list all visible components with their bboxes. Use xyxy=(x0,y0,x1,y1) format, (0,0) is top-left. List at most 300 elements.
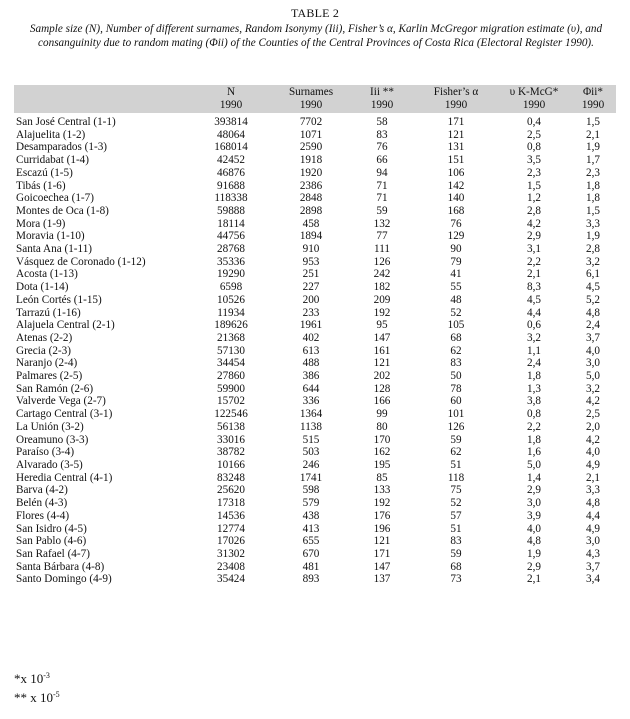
table-cell: 893 xyxy=(302,573,320,586)
table-cell: 393814 xyxy=(214,116,248,128)
table-row xyxy=(14,472,616,485)
table-cell: 1,8 xyxy=(586,192,600,205)
table-cell: 251 xyxy=(302,268,320,281)
table-cell: 246 xyxy=(302,458,320,471)
county-name: Vásquez de Coronado (1-12) xyxy=(16,255,146,268)
table-cell: 3,1 xyxy=(527,243,541,256)
table-cell: 227 xyxy=(302,281,320,294)
table-cell: 15702 xyxy=(217,395,245,408)
column-header xyxy=(570,85,616,113)
table-cell: 3,2 xyxy=(527,331,541,344)
table-cell: 59900 xyxy=(217,382,245,395)
table-row xyxy=(14,180,616,193)
table-cell: 2,1 xyxy=(586,471,600,484)
table-cell: 78 xyxy=(450,382,462,395)
table-cell: 2,2 xyxy=(527,420,541,433)
footnote-2: ** x $10^{-5}$ xyxy=(14,690,60,705)
table-cell: 1,2 xyxy=(527,192,541,205)
table-cell: 171 xyxy=(373,547,391,560)
table-cell: 3,3 xyxy=(586,217,600,230)
header-row xyxy=(14,85,616,113)
table-row xyxy=(14,319,616,332)
table-cell: 202 xyxy=(373,370,391,383)
table-cell: 51 xyxy=(450,522,462,535)
table-cell: 209 xyxy=(373,293,391,306)
footnote-1: *x $10^{-3}$ xyxy=(14,671,50,686)
table-cell: 4,8 xyxy=(586,497,600,510)
footnotes xyxy=(14,668,60,706)
table-cell: 83 xyxy=(450,357,462,370)
table-cell: 91688 xyxy=(217,179,245,192)
table-cell: 458 xyxy=(302,217,320,230)
table-cell: 386 xyxy=(302,370,320,383)
table-cell: 83 xyxy=(376,128,388,141)
column-header xyxy=(350,85,414,113)
table-cell: 2,5 xyxy=(586,408,600,421)
table-cell: 1,3 xyxy=(527,382,541,395)
table-cell: 60 xyxy=(450,395,462,408)
table-cell: 402 xyxy=(302,331,320,344)
table-cell: 44756 xyxy=(217,230,245,243)
table-cell: 2,1 xyxy=(527,268,541,281)
table-row xyxy=(14,408,616,421)
table-row xyxy=(14,192,616,205)
table-row xyxy=(14,484,616,497)
table-cell: 162 xyxy=(373,446,391,459)
table-cell: 1920 xyxy=(299,166,323,179)
table-cell: 10526 xyxy=(217,293,245,306)
county-name: Dota (1-14) xyxy=(16,281,69,294)
table-cell: 166 xyxy=(373,395,391,408)
table-cell: 1,5 xyxy=(527,179,541,192)
county-name: Valverde Vega (2-7) xyxy=(16,395,106,408)
table-cell: 0,6 xyxy=(527,319,541,332)
table-cell: 488 xyxy=(302,357,320,370)
table-row xyxy=(14,459,616,472)
county-name: San Isidro (4-5) xyxy=(16,522,87,535)
table-cell: 79 xyxy=(450,255,462,268)
table-cell: 8,3 xyxy=(527,281,541,294)
table-cell: 58 xyxy=(376,116,388,128)
table-row xyxy=(14,307,616,320)
table-cell: 4,9 xyxy=(586,522,600,535)
table-cell: 2,8 xyxy=(527,204,541,217)
table-cell: 68 xyxy=(450,560,462,573)
table-cell: 1,9 xyxy=(586,141,600,154)
table-row xyxy=(14,141,616,154)
table-cell: 80 xyxy=(376,420,388,433)
table-cell: 5,0 xyxy=(527,458,541,471)
data-table xyxy=(14,85,616,586)
table-cell: 242 xyxy=(373,268,391,281)
county-name: Atenas (2-2) xyxy=(16,331,73,344)
table-cell: 1894 xyxy=(299,230,323,243)
county-name: Mora (1-9) xyxy=(16,217,66,230)
table-cell: 4,5 xyxy=(527,293,541,306)
table-cell: 2,2 xyxy=(527,255,541,268)
table-cell: 121 xyxy=(373,357,391,370)
table-cell: 1,9 xyxy=(527,547,541,560)
table-cell: 598 xyxy=(302,484,320,497)
county-name: Flores (4-4) xyxy=(16,509,70,522)
table-cell: 233 xyxy=(302,306,320,319)
table-cell: 71 xyxy=(376,192,388,205)
table-cell: 132 xyxy=(373,217,391,230)
column-label: Fisher’s α xyxy=(433,86,479,98)
table-cell: 196 xyxy=(373,522,391,535)
county-name: Tibás (1-6) xyxy=(16,179,66,192)
table-cell: 17026 xyxy=(217,535,245,548)
table-cell: 106 xyxy=(447,166,465,179)
table-cell: 75 xyxy=(450,484,462,497)
table-cell: 1961 xyxy=(299,319,323,332)
county-name: Paraíso (3-4) xyxy=(16,446,75,459)
table-cell: 2,3 xyxy=(586,166,600,179)
county-name: Heredia Central (4-1) xyxy=(16,471,113,484)
table-row xyxy=(14,294,616,307)
table-cell: 59888 xyxy=(217,204,245,217)
table-cell: 121 xyxy=(373,535,391,548)
table-cell: 195 xyxy=(373,458,391,471)
table-cell: 52 xyxy=(450,497,462,510)
table-cell: 50 xyxy=(450,370,462,383)
table-cell: 655 xyxy=(302,535,320,548)
column-year xyxy=(14,99,190,112)
county-name: León Cortés (1-15) xyxy=(16,293,102,306)
table-body xyxy=(14,113,616,586)
table-cell: 1741 xyxy=(299,471,323,484)
table-cell: 76 xyxy=(450,217,462,230)
table-cell: 90 xyxy=(450,243,462,256)
table-cell: 2,9 xyxy=(527,230,541,243)
column-header xyxy=(272,85,350,113)
table-cell: 3,5 xyxy=(527,154,541,167)
county-name: Alajuelita (1-2) xyxy=(16,128,86,141)
table-cell: 192 xyxy=(373,497,391,510)
table-row xyxy=(14,548,616,561)
table-row xyxy=(14,113,616,129)
county-name: Naranjo (2-4) xyxy=(16,357,78,370)
table-cell: 953 xyxy=(302,255,320,268)
table-row xyxy=(14,370,616,383)
table-cell: 52 xyxy=(450,306,462,319)
table-cell: 3,2 xyxy=(586,255,600,268)
table-cell: 189626 xyxy=(214,319,248,332)
table-cell: 1,5 xyxy=(586,116,600,128)
table-cell: 151 xyxy=(447,154,465,167)
table-cell: 6598 xyxy=(219,281,243,294)
table-cell: 182 xyxy=(373,281,391,294)
table-cell: 126 xyxy=(373,255,391,268)
table-cell: 48 xyxy=(450,293,462,306)
table-cell: 481 xyxy=(302,560,320,573)
table-cell: 38782 xyxy=(217,446,245,459)
table-cell: 4,2 xyxy=(527,217,541,230)
table-cell: 118338 xyxy=(214,192,248,205)
column-header xyxy=(14,85,190,113)
table-cell: 122546 xyxy=(214,408,248,421)
table-cell: 1071 xyxy=(299,128,323,141)
table-cell: 1,5 xyxy=(586,204,600,217)
table-row xyxy=(14,357,616,370)
table-cell: 25620 xyxy=(217,484,245,497)
county-name: Barva (4-2) xyxy=(16,484,68,497)
table-cell: 515 xyxy=(302,433,320,446)
county-name: Acosta (1-13) xyxy=(16,268,78,281)
county-name: San Rafael (4-7) xyxy=(16,547,90,560)
county-name: Desamparados (1-3) xyxy=(16,141,108,154)
table-row xyxy=(14,421,616,434)
table-cell: 2,4 xyxy=(586,319,600,332)
table-cell: 4,9 xyxy=(586,458,600,471)
table-row xyxy=(14,230,616,243)
table-cell: 56138 xyxy=(217,420,245,433)
table-cell: 1,1 xyxy=(527,344,541,357)
table-cell: 12774 xyxy=(217,522,245,535)
table-cell: 0,8 xyxy=(527,408,541,421)
table-cell: 55 xyxy=(450,281,462,294)
county-name: Escazú (1-5) xyxy=(16,166,73,179)
table-cell: 94 xyxy=(376,166,388,179)
table-cell: 4,4 xyxy=(527,306,541,319)
table-cell: 6,1 xyxy=(586,268,600,281)
table-cell: 140 xyxy=(447,192,465,205)
table-row xyxy=(14,167,616,180)
table-cell: 142 xyxy=(447,179,465,192)
county-name: Cartago Central (3-1) xyxy=(16,408,113,421)
table-row xyxy=(14,345,616,358)
table-cell: 200 xyxy=(302,293,320,306)
column-year: 1990 xyxy=(581,99,605,111)
table-cell: 1,7 xyxy=(586,154,600,167)
table-cell: 121 xyxy=(447,128,465,141)
county-name: Goicoechea (1-7) xyxy=(16,192,94,205)
column-label: Φii* xyxy=(583,86,603,98)
table-cell: 17318 xyxy=(217,497,245,510)
table-cell: 2,9 xyxy=(527,560,541,573)
table-cell: 59 xyxy=(376,204,388,217)
table-cell: 105 xyxy=(447,319,465,332)
table-cell: 670 xyxy=(302,547,320,560)
column-header xyxy=(498,85,570,113)
table-cell: 62 xyxy=(450,446,462,459)
table-cell: 2,9 xyxy=(527,484,541,497)
table-cell: 644 xyxy=(302,382,320,395)
table-row xyxy=(14,268,616,281)
table-cell: 42452 xyxy=(217,154,245,167)
county-name: San José Central (1-1) xyxy=(16,116,116,128)
table-cell: 3,8 xyxy=(527,395,541,408)
table-cell: 4,0 xyxy=(586,344,600,357)
table-cell: 1364 xyxy=(299,408,323,421)
table-cell: 147 xyxy=(373,560,391,573)
table-cell: 1,8 xyxy=(527,433,541,446)
county-name: Montes de Oca (1-8) xyxy=(16,204,109,217)
table-cell: 2,8 xyxy=(586,243,600,256)
table-cell: 33016 xyxy=(217,433,245,446)
table-cell: 336 xyxy=(302,395,320,408)
table-cell: 503 xyxy=(302,446,320,459)
table-row xyxy=(14,446,616,459)
table-cell: 99 xyxy=(376,408,388,421)
table-cell: 4,2 xyxy=(586,433,600,446)
column-year: 1990 xyxy=(444,99,468,111)
table-title: TABLE 2 xyxy=(290,6,340,20)
table-header xyxy=(14,85,616,113)
table-cell: 11934 xyxy=(217,306,245,319)
table-cell: 77 xyxy=(376,230,388,243)
table-cell: 85 xyxy=(376,471,388,484)
column-label xyxy=(14,86,190,99)
table-cell: 10166 xyxy=(217,458,245,471)
table-cell: 4,5 xyxy=(586,281,600,294)
table-cell: 2898 xyxy=(299,204,323,217)
table-cell: 71 xyxy=(376,179,388,192)
table-cell: 5,0 xyxy=(586,370,600,383)
county-name: Palmares (2-5) xyxy=(16,370,83,383)
table-cell: 66 xyxy=(376,154,388,167)
table-cell: 111 xyxy=(374,243,390,256)
table-cell: 3,9 xyxy=(527,509,541,522)
county-name: La Unión (3-2) xyxy=(16,420,84,433)
table-cell: 3,0 xyxy=(586,357,600,370)
table-cell: 3,3 xyxy=(586,484,600,497)
table-cell: 147 xyxy=(373,331,391,344)
table-cell: 4,3 xyxy=(586,547,600,560)
table-cell: 5,2 xyxy=(586,293,600,306)
table-cell: 21368 xyxy=(217,331,245,344)
table-cell: 1,4 xyxy=(527,471,541,484)
table-cell: 2,4 xyxy=(527,357,541,370)
table-cell: 171 xyxy=(447,116,465,128)
table-cell: 3,0 xyxy=(527,497,541,510)
table-cell: 35336 xyxy=(217,255,245,268)
column-year: 1990 xyxy=(370,99,394,111)
table-cell: 2386 xyxy=(299,179,323,192)
county-name: San Ramón (2-6) xyxy=(16,382,94,395)
table-cell: 3,7 xyxy=(586,331,600,344)
column-year: 1990 xyxy=(219,99,243,111)
table-row xyxy=(14,561,616,574)
table-cell: 1,8 xyxy=(527,370,541,383)
county-name: Belén (4-3) xyxy=(16,497,68,510)
column-label: Surnames xyxy=(288,86,334,98)
table-cell: 4,8 xyxy=(586,306,600,319)
table-cell: 2,5 xyxy=(527,128,541,141)
county-name: Alvarado (3-5) xyxy=(16,458,83,471)
table-cell: 168014 xyxy=(214,141,248,154)
county-name: San Pablo (4-6) xyxy=(16,535,87,548)
table-row xyxy=(14,573,616,586)
table-row xyxy=(14,218,616,231)
column-label: N xyxy=(226,86,236,98)
table-cell: 3,0 xyxy=(586,535,600,548)
table-row xyxy=(14,129,616,142)
table-cell: 0,8 xyxy=(527,141,541,154)
table-caption: Sample size (N), Number of different surnames, Random Isonymy (Iii), Fisher’s α, Karlin McGregor migration estimate (υ), and consanguinity due to random mating (Φii) of the Counties of the Central Provinces of Costa Rica (Electoral Register 1990). xyxy=(29,23,603,50)
county-name: Grecia (2-3) xyxy=(16,344,71,357)
table-cell: 1,8 xyxy=(586,179,600,192)
table-cell: 2590 xyxy=(299,141,323,154)
county-name: Moravia (1-10) xyxy=(16,230,85,243)
table-cell: 192 xyxy=(373,306,391,319)
table-cell: 3,4 xyxy=(586,573,600,586)
table-cell: 34454 xyxy=(217,357,245,370)
table-cell: 910 xyxy=(302,243,320,256)
table-cell: 131 xyxy=(447,141,465,154)
table-row xyxy=(14,434,616,447)
table-row xyxy=(14,395,616,408)
table-cell: 579 xyxy=(302,497,320,510)
table-cell: 28768 xyxy=(217,243,245,256)
table-cell: 35424 xyxy=(217,573,245,586)
table-row xyxy=(14,281,616,294)
table-cell: 161 xyxy=(373,344,391,357)
column-label: Iii ** xyxy=(370,86,394,98)
table-cell: 83248 xyxy=(217,471,245,484)
table-cell: 1,9 xyxy=(586,230,600,243)
table-cell: 57130 xyxy=(217,344,245,357)
table-cell: 4,2 xyxy=(586,395,600,408)
table-cell: 1138 xyxy=(300,420,322,433)
county-name: Santo Domingo (4-9) xyxy=(16,573,112,586)
table-cell: 4,0 xyxy=(527,522,541,535)
table-cell: 51 xyxy=(450,458,462,471)
county-name: Santa Ana (1-11) xyxy=(16,243,93,256)
table-cell: 23408 xyxy=(217,560,245,573)
table-cell: 59 xyxy=(450,547,462,560)
table-row xyxy=(14,510,616,523)
table-cell: 57 xyxy=(450,509,462,522)
county-name: Santa Bárbara (4-8) xyxy=(16,560,105,573)
table-cell: 2,1 xyxy=(586,128,600,141)
table-cell: 46876 xyxy=(217,166,245,179)
table-row xyxy=(14,205,616,218)
table-row xyxy=(14,383,616,396)
table-row xyxy=(14,497,616,510)
table-cell: 129 xyxy=(447,230,465,243)
table-cell: 31302 xyxy=(217,547,245,560)
table-row xyxy=(14,535,616,548)
table-cell: 59 xyxy=(450,433,462,446)
column-label: υ K-McG* xyxy=(509,86,559,98)
table-cell: 76 xyxy=(376,141,388,154)
column-header xyxy=(414,85,498,113)
table-cell: 4,4 xyxy=(586,509,600,522)
table-cell: 48064 xyxy=(217,128,245,141)
column-year: 1990 xyxy=(299,99,323,111)
table-cell: 168 xyxy=(447,204,465,217)
table-cell: 41 xyxy=(450,268,462,281)
table-cell: 137 xyxy=(373,573,391,586)
table-row xyxy=(14,332,616,345)
table-cell: 68 xyxy=(450,331,462,344)
table-cell: 101 xyxy=(447,408,465,421)
table-cell: 7702 xyxy=(299,116,323,128)
table-cell: 118 xyxy=(447,471,465,484)
table-cell: 438 xyxy=(302,509,320,522)
table-cell: 613 xyxy=(302,344,320,357)
table-cell: 1918 xyxy=(299,154,323,167)
table-cell: 128 xyxy=(373,382,391,395)
table-row xyxy=(14,243,616,256)
table-cell: 73 xyxy=(450,573,462,586)
table-cell: 3,7 xyxy=(586,560,600,573)
table-cell: 95 xyxy=(376,319,388,332)
table-cell: 413 xyxy=(302,522,320,535)
county-name: Oreamuno (3-3) xyxy=(16,433,89,446)
column-year: 1990 xyxy=(522,99,546,111)
